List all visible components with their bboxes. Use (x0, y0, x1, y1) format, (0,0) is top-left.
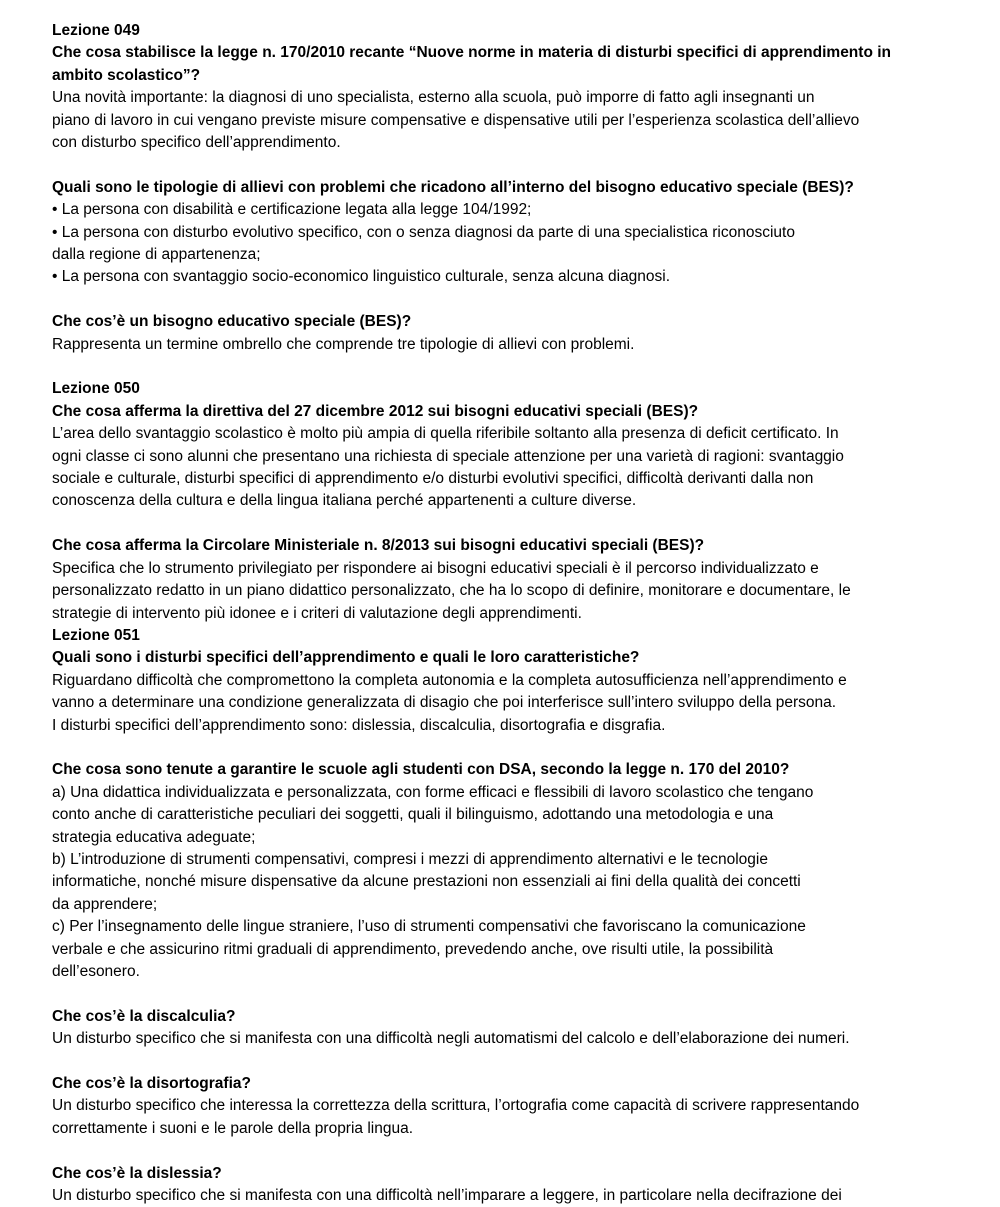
lesson-title: Lezione 049 (52, 22, 140, 39)
question: Che cos’è la disortografia? (52, 1074, 251, 1092)
question: Che cosa sono tenute a garantire le scuole agli studenti con DSA, secondo la legge n. 170 del 2010? (52, 761, 790, 779)
answer-line: conoscenza della cultura e della lingua italiana perché appartenenti a culture diverse. (52, 492, 637, 510)
bullet-item: • La persona con svantaggio socio-economico linguistico culturale, senza alcuna diagnosi. (52, 268, 671, 286)
question: Che cosa afferma la direttiva del 27 dicembre 2012 sui bisogni educativi speciali (BES)? (52, 402, 699, 420)
lesson-title: Lezione 051 (52, 626, 140, 644)
answer-line: correttamente i suoni e le parole della propria lingua. (52, 1119, 414, 1137)
bullet-item: dalla regione di appartenenza; (52, 246, 261, 264)
answer-line: a) Una didattica individualizzata e personalizzata, con forme efficaci e flessibili di lavoro scolastico che tengano (52, 783, 814, 801)
answer-line: Un disturbo specifico che si manifesta con una difficoltà negli automatismi del calcolo e dell’elaborazione dei numeri. (52, 1030, 850, 1048)
answer-line: da apprendere; (52, 895, 158, 913)
answer-line: c) Per l’insegnamento delle lingue straniere, l’uso di strumenti compensativi che favoriscano la comunicazione (52, 918, 806, 936)
question: Quali sono le tipologie di allievi con problemi che ricadono all’interno del bisogno educativo speciale (BES)? (52, 178, 854, 196)
answer-line: personalizzato redatto in un piano didattico personalizzato, che ha lo scopo di definire, monitorare e documentare, le (52, 582, 851, 600)
answer-line: conto anche di caratteristiche peculiari dei soggetti, quali il bilinguismo, adottando una metodologia e una (52, 806, 774, 824)
spacer (52, 1140, 952, 1162)
answer-line: Specifica che lo strumento privilegiato per rispondere ai bisogni educativi speciali è il percorso individualizzato e (52, 559, 819, 577)
answer-line: Un disturbo specifico che interessa la correttezza della scrittura, l’ortografia come capacità di scrivere rappresentando (52, 1097, 860, 1115)
bullet-item: • La persona con disturbo evolutivo specifico, con o senza diagnosi da parte di una specialistica riconosciuto (52, 223, 795, 241)
answer-line: Una novità importante: la diagnosi di uno specialista, esterno alla scuola, può imporre di fatto agli insegnanti un (52, 89, 815, 107)
spacer (52, 1051, 952, 1073)
answer-line: Riguardano difficoltà che compromettono la completa autonomia e la completa autosufficienza nell’apprendimento e (52, 671, 847, 689)
answer-line: b) L’introduzione di strumenti compensativi, compresi i mezzi di apprendimento alternativi e le tecnologie (52, 850, 768, 868)
question: Che cos’è la dislessia? (52, 1164, 222, 1182)
question: Che cos’è la discalculia? (52, 1007, 236, 1025)
question: ambito scolastico”? (52, 66, 201, 84)
spacer (52, 513, 952, 535)
spacer (52, 154, 952, 176)
answer-line: Un disturbo specifico che si manifesta con una difficoltà nell’imparare a leggere, in particolare nella decifrazione dei (52, 1187, 842, 1204)
spacer (52, 983, 952, 1005)
spacer (52, 289, 952, 311)
answer-line: strategie di intervento più idonee e i criteri di valutazione degli apprendimenti. (52, 604, 582, 622)
answer-line: vanno a determinare una condizione generalizzata di disagio che poi interferisce sull’intero sviluppo della persona. (52, 694, 837, 712)
answer-line: strategia educativa adeguate; (52, 828, 256, 846)
answer-line: Rappresenta un termine ombrello che comprende tre tipologie di allievi con problemi. (52, 335, 635, 353)
question: Che cos’è un bisogno educativo speciale (BES)? (52, 313, 412, 331)
spacer (52, 356, 952, 378)
answer-line: sociale e culturale, disturbi specifici di apprendimento e/o disturbi evolutivi specifici, difficoltà derivanti dalla non (52, 470, 814, 488)
question: Quali sono i disturbi specifici dell’apprendimento e quali le loro caratteristiche? (52, 649, 640, 667)
answer-line: con disturbo specifico dell’apprendimento. (52, 134, 341, 152)
question: Che cosa stabilisce la legge n. 170/2010 recante “Nuove norme in materia di disturbi specifici di apprendimento in (52, 44, 891, 62)
spacer (52, 737, 952, 759)
answer-line: verbale e che assicurino ritmi graduali di apprendimento, prevedendo anche, ove risulti utile, la possibilità (52, 940, 774, 958)
lesson-title: Lezione 050 (52, 380, 140, 398)
answer-line: I disturbi specifici dell’apprendimento sono: dislessia, discalculia, disortografia e disgrafia. (52, 716, 666, 734)
answer-line: dell’esonero. (52, 962, 140, 980)
bullet-item: • La persona con disabilità e certificazione legata alla legge 104/1992; (52, 201, 532, 219)
document-page (52, 20, 952, 1207)
answer-line: L’area dello svantaggio scolastico è molto più ampia di quella riferibile soltanto alla presenza di deficit certificato. In (52, 425, 839, 443)
answer-line: piano di lavoro in cui vengano previste misure compensative e dispensative utili per l’esperienza scolastica dell’allievo (52, 111, 860, 129)
answer-line: informatiche, nonché misure dispensative da alcune prestazioni non essenziali ai fini della qualità dei concetti (52, 873, 801, 891)
question: Che cosa afferma la Circolare Ministeriale n. 8/2013 sui bisogni educativi speciali (BES)? (52, 537, 705, 555)
answer-line: ogni classe ci sono alunni che presentano una richiesta di speciale attenzione per una varietà di ragioni: svantaggio (52, 447, 844, 465)
